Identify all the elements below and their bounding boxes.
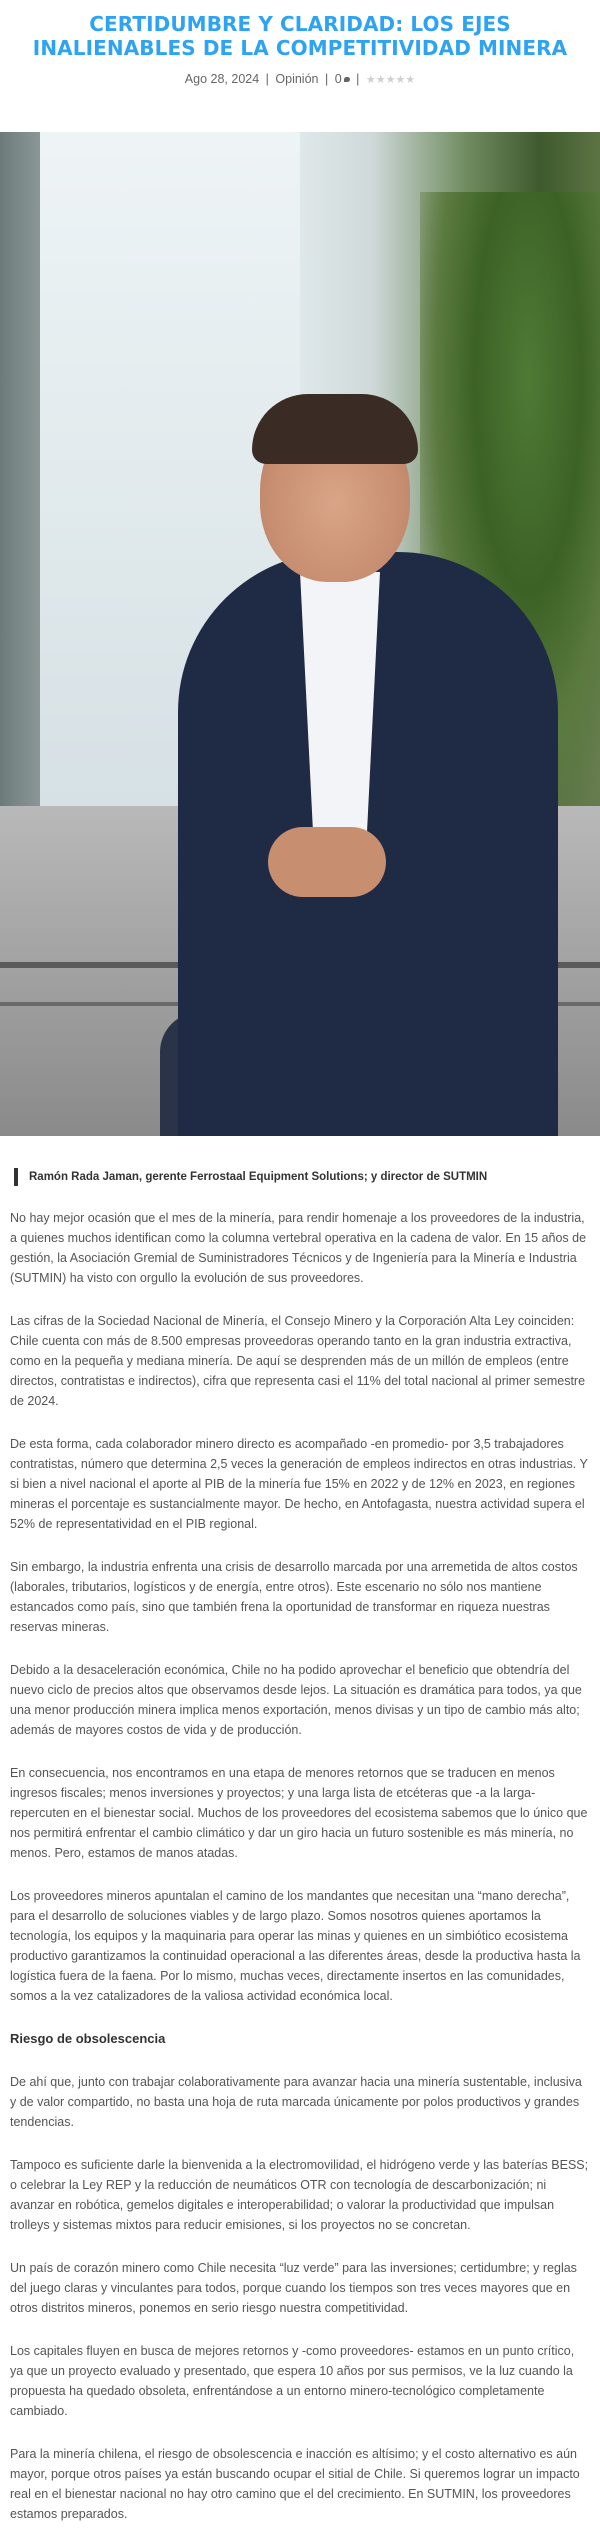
body-paragraph: En consecuencia, nos encontramos en una etapa de menores retornos que se traducen en menos ingresos fiscales; menos inversiones y proyectos; y una larga lista de etcéteras que -a la larga- repercuten en el bienestar social. Muchos de los proveedores del ecosistema sabemos que lo único que nos permitirá enfrentar el cambio climático y dar un giro hacia un futuro sostenible es más minería, no menos. Pero, estamos de manos atadas. <box>10 1766 588 1860</box>
person-hair <box>252 394 418 464</box>
person-hands <box>268 827 386 897</box>
body-paragraph: No hay mejor ocasión que el mes de la minería, para rendir homenaje a los proveedores de la industria, a quienes muchos identifican como la columna vertebral operativa en la cadena de valor. En 15 años de gestión, la Asociación Gremial de Suministradores Técnicos y de Ingeniería para la Minería e Industria (SUTMIN) ha visto con orgullo la evolución de sus proveedores. <box>10 1211 587 1285</box>
comment-icon <box>344 77 350 82</box>
body-paragraph: Los proveedores mineros apuntalan el camino de los mandantes que necesitan una “mano derecha”, para el desarrollo de soluciones viables y de largo plazo. Somos nosotros quienes aportamos la tecnología, los equipos y la maquinaria para operar las minas y quienes en un simbiótico ecosistema productivo garantizamos la continuidad operacional a las diferentes áreas, desde la productiva hasta la logística fuera de la faena. Por lo mismo, muchas veces, directamente insertos en las comunidades, somos a la vez catalizadores de la valiosa actividad económica local. <box>10 1889 581 2003</box>
article-meta <box>0 70 600 88</box>
body-paragraph: De ahí que, junto con trabajar colaborativamente para avanzar hacia una minería sustentable, inclusiva y de valor compartido, no basta una hoja de ruta marcada únicamente por polos productivos y grandes tendencias. <box>10 2075 582 2129</box>
body-paragraph: Un país de corazón minero como Chile necesita “luz verde” para las inversiones; certidumbre; y reglas del juego claras y vinculantes para todos, porque cuando los tiempos son tres veces mayores que en otros distritos mineros, ponemos en serio riesgo nuestra competitividad. <box>10 2261 577 2315</box>
article-body <box>10 1208 590 2547</box>
article-title: CERTIDUMBRE Y CLARIDAD: LOS EJES INALIENABLES DE LA COMPETITIVIDAD MINERA <box>32 12 568 60</box>
rating-stars-icon: ★★★★★ <box>365 73 416 86</box>
body-paragraph: Para la minería chilena, el riesgo de obsolescencia e inacción es altísimo; y el costo alternativo es aún mayor, porque otros países ya están buscando ocupar el sitial de Chile. Si queremos lograr un impacto real en el bienestar nacional no hay otro camino que el del crecimiento. En SUTMIN, los proveedores estamos preparados. <box>10 2447 580 2521</box>
body-paragraph: Los capitales fluyen en busca de mejores retornos y -como proveedores- estamos en un punto crítico, ya que un proyecto evaluado y presentado, que espera 10 años por sus permisos, ve la luz cuando la propuesta ha quedado obsoleta, enfrentándose a un entorno minero-tecnológico completamente cambiado. <box>10 2344 575 2418</box>
category-link[interactable]: Opinión <box>275 72 319 86</box>
comments-link[interactable] <box>335 72 350 86</box>
comments-count: 0 <box>334 72 342 86</box>
photo-caption: Ramón Rada Jaman, gerente Ferrostaal Equipment Solutions; y director de SUTMIN <box>14 1168 600 1186</box>
section-heading: Riesgo de obsolescencia <box>10 2031 166 2046</box>
body-paragraph: Las cifras de la Sociedad Nacional de Minería, el Consejo Minero y la Corporación Alta Ley coinciden: Chile cuenta con más de 8.500 empresas proveedoras operando tanto en la gran industria extractiva, como en la pequeña y mediana minería. De aquí se desprenden más de un millón de empleos (entre directos, contratistas e indirectos), cifra que representa casi el 11% del total nacional al primer semestre de 2024. <box>10 1314 586 1408</box>
article-header <box>0 0 600 88</box>
featured-photo <box>0 132 600 1136</box>
body-paragraph: Sin embargo, la industria enfrenta una crisis de desarrollo marcada por una arremetida de altos costos (laborales, tributarios, logísticos y de energía, entre otros). Este escenario no sólo nos mantiene estancados como país, sino que también frena la oportunidad de transformar en riqueza nuestras reservas mineras. <box>10 1560 578 1634</box>
article-date: Ago 28, 2024 <box>184 72 260 86</box>
body-paragraph: De esta forma, cada colaborador minero directo es acompañado -en promedio- por 3,5 trabajadores contratistas, número que determina 2,5 veces la generación de empleos indirectos en otras industrias. Y si bien a nivel nacional el aporte al PIB de la minería fue 15% en 2022 y de 12% en 2023, en regiones mineras el porcentaje es sustancialmente mayor. De hecho, en Antofagasta, nuestra actividad supera el 52% de representatividad en el PIB regional. <box>10 1437 588 1531</box>
meta-separator: | <box>324 72 329 86</box>
meta-separator: | <box>356 72 360 86</box>
meta-separator: | <box>265 72 269 86</box>
body-paragraph: Debido a la desaceleración económica, Chile no ha podido aprovechar el beneficio que obtendría del nuevo ciclo de precios altos que observamos desde lejos. La situación es dramática para todos, ya que una menor producción minera implica menos exportación, menos divisas y un tipo de cambio más alto; además de mayores costos de vida y de producción. <box>10 1663 582 1737</box>
body-paragraph: Tampoco es suficiente darle la bienvenida a la electromovilidad, el hidrógeno verde y las baterías BESS; o celebrar la Ley REP y la reducción de neumáticos OTR con tecnología de descarbonización; ni avanzar en robótica, gemelos digitales e interoperabilidad; o valorar la productividad que impulsan trolleys y sistemas mixtos para reducir emisiones, si los proyectos no se concretan. <box>10 2158 589 2232</box>
